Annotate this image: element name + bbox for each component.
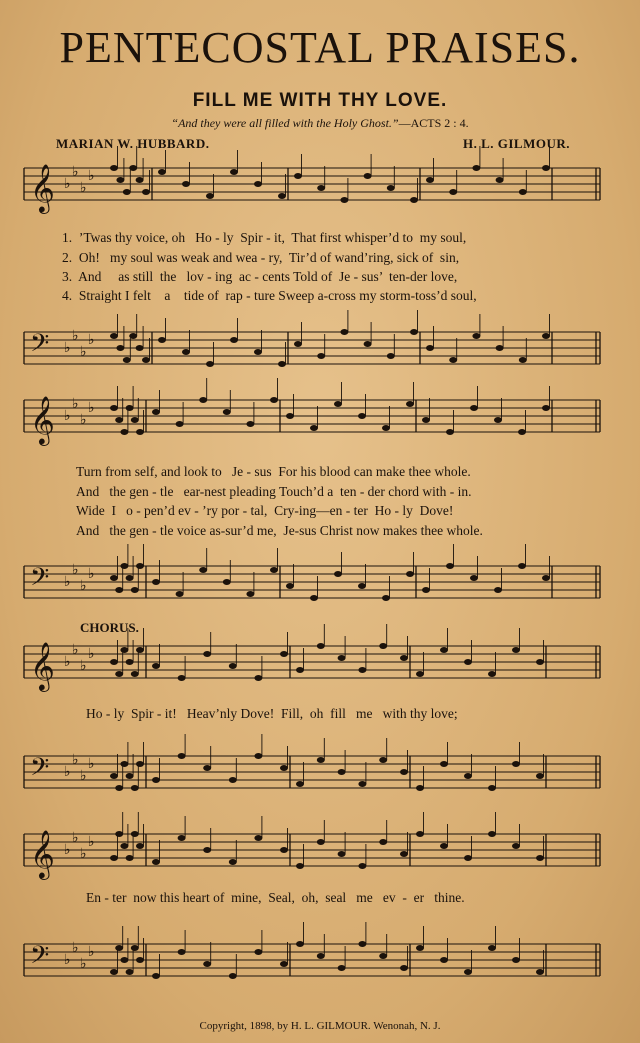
verse-4-line-2: And the gen - tle voice as-sur’d me, Je-sus Christ now makes thee whole. (76, 523, 483, 538)
svg-text:♭: ♭ (64, 408, 71, 424)
svg-text:♭: ♭ (88, 168, 95, 184)
bass-staff-8 (0, 934, 640, 994)
svg-text:♭: ♭ (72, 328, 79, 344)
book-title: PENTECOSTAL PRAISES. (59, 23, 581, 72)
treble-staff-7 (0, 824, 640, 884)
svg-text:𝄢: 𝄢 (30, 941, 50, 976)
svg-text:♭: ♭ (72, 164, 79, 180)
copyright: Copyright, 1898, by H. L. GILMOUR. Wenonah, N. J. (199, 1020, 441, 1032)
treble-staff-3 (0, 390, 640, 450)
verse-1-line-2: Turn from self, and look to Je - sus For his blood can make thee whole. (76, 464, 471, 479)
svg-text:♭: ♭ (80, 578, 87, 594)
bass-staff-4 (0, 556, 640, 616)
treble-staff-1 (0, 158, 640, 218)
svg-text:♭: ♭ (64, 764, 71, 780)
svg-text:♭: ♭ (88, 834, 95, 850)
svg-text:♭: ♭ (64, 654, 71, 670)
svg-text:𝄞: 𝄞 (30, 395, 55, 444)
svg-text:𝄞: 𝄞 (30, 641, 55, 690)
svg-text:♭: ♭ (64, 176, 71, 192)
svg-text:♭: ♭ (64, 842, 71, 858)
epigraph (0, 116, 640, 131)
svg-text:♭: ♭ (72, 396, 79, 412)
svg-text:♭: ♭ (80, 344, 87, 360)
epigraph-quote: “And they were all filled with the Holy Ghost.” (171, 116, 399, 130)
svg-text:♭: ♭ (72, 642, 79, 658)
bass-staff-2 (0, 322, 640, 382)
svg-text:𝄢: 𝄢 (30, 753, 50, 788)
chorus-line-1: Ho - ly Spir - it! Heav’nly Dove! Fill, oh fill me with thy love; (86, 706, 458, 721)
svg-text:♭: ♭ (88, 400, 95, 416)
svg-text:♭: ♭ (72, 830, 79, 846)
svg-text:♭: ♭ (80, 768, 87, 784)
verse-4-line-1: 4. Straight I felt a tide of rap - ture Sweep a-cross my storm-toss’d soul, (62, 288, 477, 303)
verse-3-line-1: 3. And as still the lov - ing ac - cents Told of Je - sus’ ten-der love, (62, 269, 458, 284)
bass-staff-6 (0, 746, 640, 806)
chorus-line-2: En - ter now this heart of mine, Seal, oh, seal me ev - er thine. (86, 890, 465, 905)
epigraph-reference: —ACTS 2 : 4. (398, 116, 469, 130)
svg-text:♭: ♭ (64, 952, 71, 968)
svg-text:♭: ♭ (80, 412, 87, 428)
verse-3-line-2: Wide I o - pen’d ev - ’ry por - tal, Cry-ing—en - ter Ho - ly Dove! (76, 503, 454, 518)
svg-text:♭: ♭ (80, 956, 87, 972)
svg-text:♭: ♭ (64, 340, 71, 356)
treble-staff-5 (0, 636, 640, 696)
svg-text:♭: ♭ (88, 566, 95, 582)
lyricist: MARIAN W. HUBBARD. (56, 136, 210, 151)
svg-text:♭: ♭ (88, 646, 95, 662)
hymn-title: FILL ME WITH THY LOVE. (192, 90, 448, 111)
svg-text:♭: ♭ (88, 944, 95, 960)
svg-text:♭: ♭ (72, 940, 79, 956)
svg-text:♭: ♭ (80, 846, 87, 862)
svg-text:♭: ♭ (64, 574, 71, 590)
svg-text:𝄞: 𝄞 (30, 163, 55, 212)
svg-text:♭: ♭ (80, 180, 87, 196)
verse-1-line-1: 1. ’Twas thy voice, oh Ho - ly Spir - it, That first whisper’d to my soul, (62, 230, 467, 245)
composer: H. L. GILMOUR. (462, 136, 570, 151)
svg-text:♭: ♭ (72, 752, 79, 768)
svg-text:𝄢: 𝄢 (30, 329, 50, 364)
svg-text:♭: ♭ (80, 658, 87, 674)
verse-2-line-1: 2. Oh! my soul was weak and wea - ry, Tir’d of wand’ring, sick of sin, (62, 250, 460, 265)
verse-2-line-2: And the gen - tle ear-nest pleading Touch’d a ten - der chord with - in. (76, 484, 472, 499)
svg-text:𝄢: 𝄢 (30, 563, 50, 598)
svg-text:𝄞: 𝄞 (30, 829, 55, 878)
svg-text:♭: ♭ (72, 562, 79, 578)
svg-text:♭: ♭ (88, 332, 95, 348)
svg-text:♭: ♭ (88, 756, 95, 772)
chorus-label: CHORUS. (80, 620, 139, 635)
